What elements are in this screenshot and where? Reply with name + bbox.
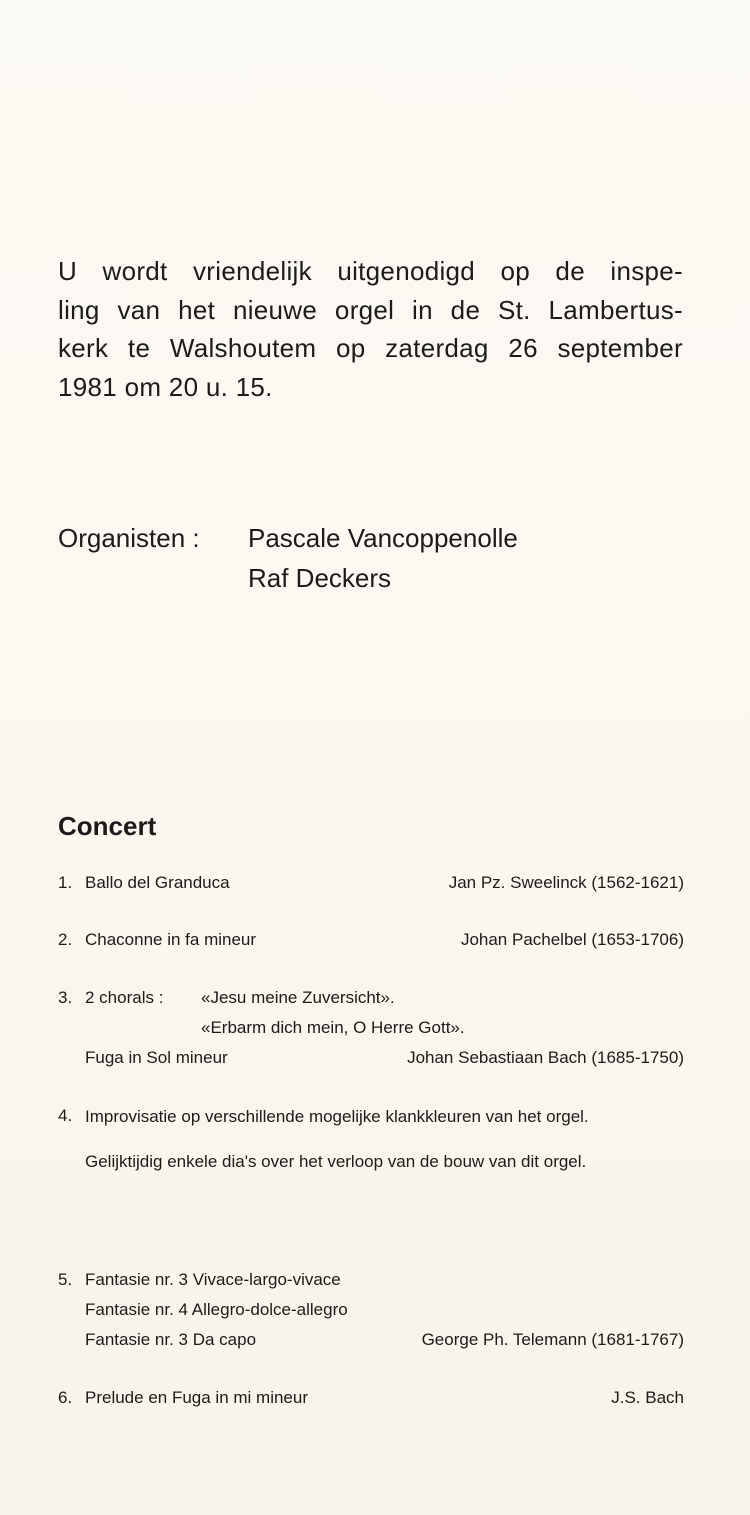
organist-name-2: Raf Deckers [248,563,392,593]
program-item-composer: Jan Pz. Sweelinck (1562-1621) [448,873,684,892]
fantasie-1: Fantasie nr. 3 Vivace-largo-vivace [85,1270,341,1289]
program-item-number: 6. [58,1388,73,1407]
chorale-2: «Erbarm dich mein, O Herre Gott». [201,1018,465,1037]
program-item-number: 3. [58,988,73,1007]
fantasie-3: Fantasie nr. 3 Da capo [85,1330,257,1349]
program-item-number: 1. [58,873,73,892]
organist-name-1: Pascale Vancoppenolle [248,523,518,553]
program-item-composer: George Ph. Telemann (1681-1767) [421,1330,684,1349]
invitation-text [58,252,683,406]
invitation-line-1: U wordt vriendelijk uitgenodigd op de inspe- [58,256,683,286]
program-item-composer: Johan Pachelbel (1653-1706) [460,930,684,949]
program-item-5 [58,1265,684,1355]
fuga-title: Fuga in Sol mineur [85,1048,228,1067]
fantasie-2: Fantasie nr. 4 Allegro-dolce-allegro [85,1300,348,1319]
program-item-number: 2. [58,930,73,949]
organists-names [248,518,518,598]
program-item-composer: Johan Sebastiaan Bach (1685-1750) [407,1048,684,1067]
program-item-number: 4. [58,1106,73,1125]
program-item-6 [58,1383,684,1413]
chorale-1: «Jesu meine Zuversicht». [201,988,395,1007]
program-item-title: Prelude en Fuga in mi mineur [85,1388,309,1407]
program-item-composer: J.S. Bach [611,1388,684,1407]
concert-heading: Concert [58,811,157,841]
invitation-line-2: ling van het nieuwe orgel in de St. Lambertus- [58,294,683,325]
invitation-line-4: 1981 om 20 u. 15. [58,371,273,402]
invitation-line-3: kerk te Walshoutem op zaterdag 26 september [58,333,683,363]
program-item-number: 5. [58,1270,73,1289]
program-item-title: 2 chorals : [85,988,164,1007]
program-item-title: Chaconne in fa mineur [85,930,257,949]
slides-text: Gelijktijdig enkele dia's over het verloop van de bouw van dit orgel. [85,1152,587,1171]
improvisation-text: Improvisatie op verschillende mogelijke klankkleuren van het orgel. [85,1107,589,1126]
program-item-4 [58,1101,684,1177]
program-item-title: Ballo del Granduca [85,873,230,892]
program-item-2 [58,925,684,955]
organists-label: Organisten : [58,523,200,553]
program-item-1 [58,868,684,898]
program-item-3 [58,983,684,1073]
